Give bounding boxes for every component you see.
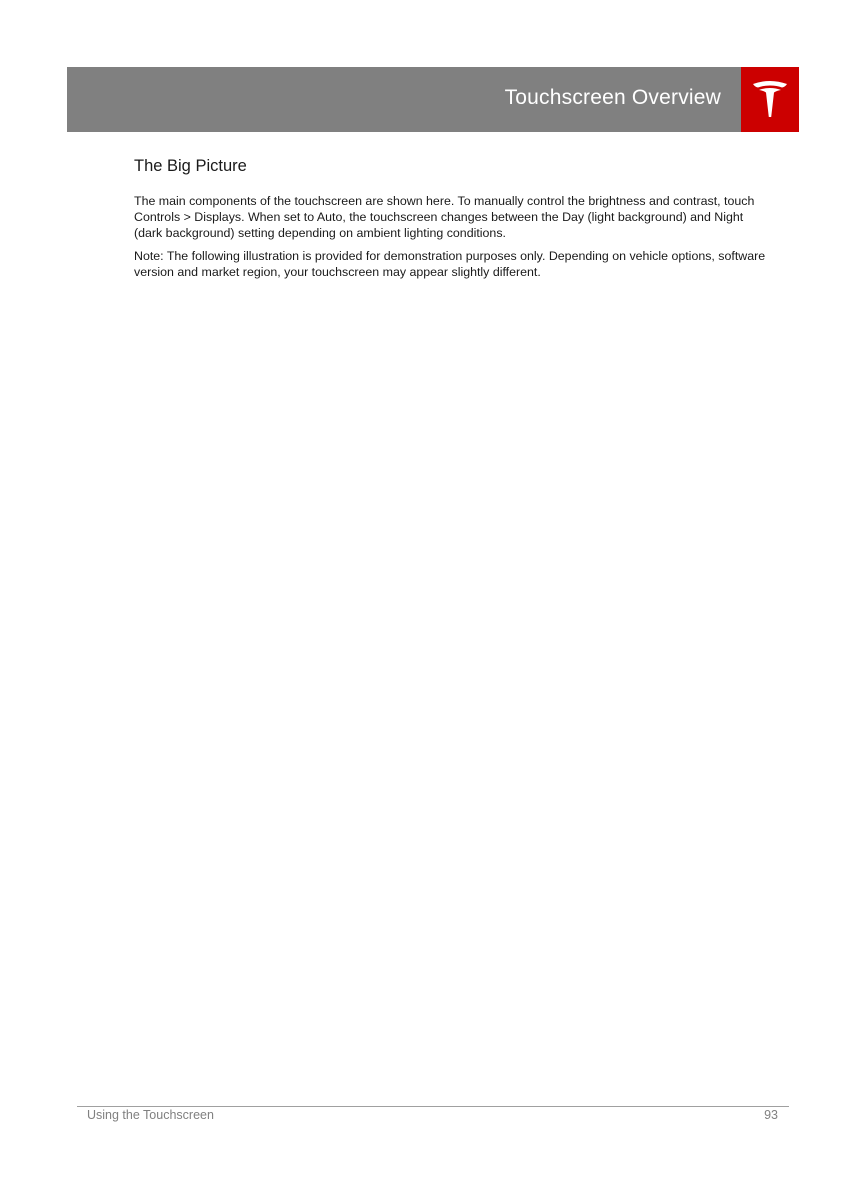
tesla-t-logo-icon: [751, 79, 789, 119]
page-title: Touchscreen Overview: [504, 86, 721, 109]
intro-paragraph: The main components of the touchscreen are shown here. To manually control the brightness and contrast, touch Controls > Displays. When set to Auto, the touchscreen changes between the Day (light background) and Night (dark background) setting depending on ambient lighting conditions.: [134, 194, 755, 240]
page-number: 93: [764, 1108, 778, 1122]
note-paragraph: Note: The following illustration is provided for demonstration purposes only. Depending on vehicle options, software version and market region, your touchscreen may appear slightly different.: [134, 249, 766, 279]
main-content: [134, 155, 774, 287]
header-band: [67, 67, 741, 132]
section-title: The Big Picture: [134, 157, 247, 175]
brand-logo: [741, 67, 799, 132]
footer-section-name: Using the Touchscreen: [87, 1108, 214, 1122]
